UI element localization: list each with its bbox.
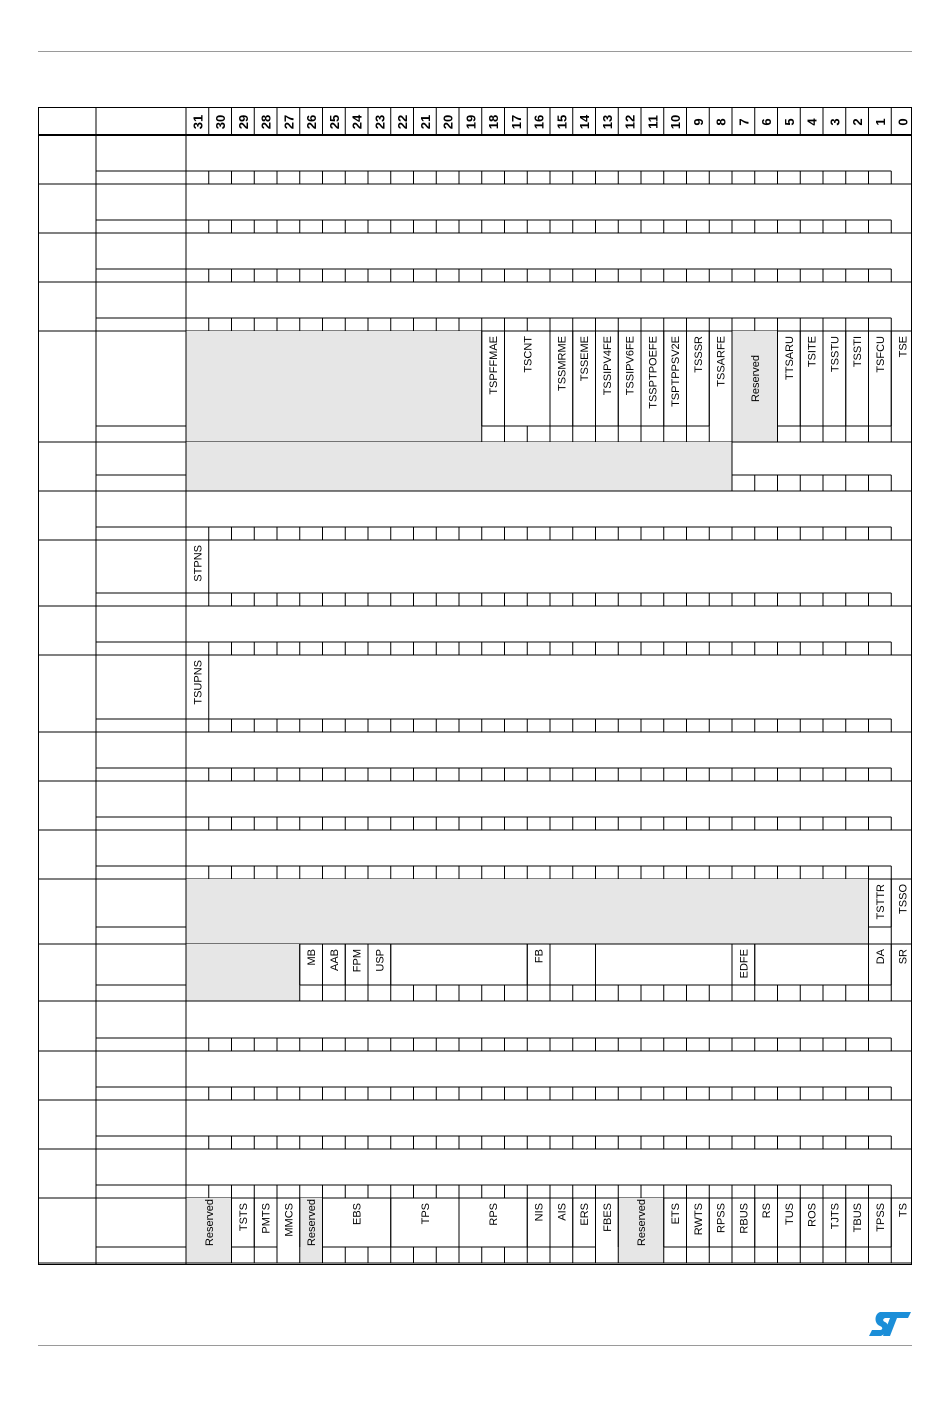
register-field-label: TJTS (829, 1203, 842, 1230)
register-field-label: Reserved (749, 354, 762, 403)
register-field-label: EBS (351, 1203, 364, 1226)
bit-number: 10 (668, 114, 684, 130)
bit-number: 0 (895, 118, 911, 126)
register-field-label: AIS (556, 1203, 569, 1221)
bit-number: 12 (622, 114, 638, 130)
register-field-label: FBES (601, 1203, 614, 1232)
bit-number: 26 (304, 114, 320, 130)
bit-number: 19 (463, 114, 479, 130)
bit-number: 18 (486, 114, 502, 130)
bit-number: 6 (759, 118, 775, 126)
bit-number: 21 (417, 114, 433, 130)
register-field-label: TPSS (874, 1203, 887, 1232)
register-field-label: Reserved (636, 1198, 648, 1247)
register-field-label: TSE (897, 336, 910, 358)
bit-number: 13 (599, 114, 615, 130)
st-logo-icon (866, 1309, 912, 1339)
reserved-block (186, 879, 869, 944)
register-map-table (38, 107, 912, 1265)
bit-number: 17 (508, 114, 524, 130)
register-field-label: Reserved (203, 1198, 216, 1247)
register-field-label: ETS (670, 1203, 683, 1225)
register-field-label: RBUS (738, 1203, 751, 1234)
bit-number: 22 (395, 114, 411, 130)
bit-number: 3 (827, 118, 843, 126)
register-field-label: TSTS (237, 1203, 250, 1232)
reserved-block (186, 331, 482, 442)
register-field-label: TSSPTPOEFE (647, 336, 660, 409)
register-field-label: TSSTU (829, 336, 842, 373)
register-field-label: TSSTI (852, 336, 865, 368)
register-field-label: TSSIPV6FE (624, 336, 637, 396)
bit-number: 28 (258, 114, 274, 130)
register-field-label: TSSEME (579, 336, 592, 382)
register-field-label: FPM (351, 949, 364, 973)
bit-number: 20 (440, 114, 456, 130)
bit-number: 8 (713, 118, 729, 126)
register-field-label: TS (897, 1203, 910, 1218)
register-field-label: MMCS (283, 1203, 296, 1237)
register-field-label: RPS (488, 1203, 501, 1226)
bit-number: 2 (850, 118, 866, 126)
register-field-label: PMTS (260, 1203, 273, 1234)
bit-number: 27 (281, 114, 297, 130)
register-field-label: TSFCU (874, 336, 887, 373)
register-field-label: TSITE (806, 336, 819, 368)
register-field-label: RWTS (692, 1203, 705, 1236)
register-field-label: TPS (419, 1203, 432, 1225)
register-field-label: TSSMRME (556, 336, 569, 391)
register-field-label: TSSIPV4FE (601, 336, 614, 396)
bit-number: 4 (804, 118, 820, 126)
register-field-label: TSPFFMAE (488, 336, 501, 395)
register-field-label: TSTTR (874, 884, 887, 920)
bit-number: 1 (872, 118, 888, 126)
top-rule (38, 51, 912, 52)
register-field-label: TSSSR (692, 336, 705, 373)
bit-number: 25 (326, 114, 342, 130)
register-field-label: NIS (533, 1203, 546, 1222)
reserved-block (186, 944, 300, 1001)
bit-number: 9 (690, 118, 706, 126)
register-field-label: TSPTPPSV2E (670, 336, 683, 407)
bit-number: 30 (213, 114, 229, 130)
register-field-label: ROS (806, 1203, 819, 1227)
bit-number: 15 (554, 114, 570, 130)
register-field-label: RS (761, 1203, 774, 1219)
register-field-label: ERS (579, 1203, 592, 1226)
register-field-label: TSCNT (522, 336, 535, 373)
register-field-label: Reserved (306, 1198, 319, 1247)
reserved-block (186, 442, 732, 491)
register-field-label: TUS (783, 1203, 796, 1225)
bit-number: 23 (372, 114, 388, 130)
bit-number: 11 (645, 115, 661, 129)
register-field-label: STPNS (192, 545, 205, 582)
register-field-label: MB (306, 949, 319, 966)
bit-number: 24 (349, 114, 365, 130)
register-map-svg (38, 107, 912, 1265)
register-field-label: TBUS (852, 1203, 865, 1233)
register-field-label: DA (874, 949, 887, 965)
bit-number: 5 (781, 118, 797, 126)
bit-number: 14 (577, 114, 593, 130)
register-field-label: TSSARFE (715, 336, 728, 387)
register-field-label: SR (897, 949, 910, 965)
bit-number: 16 (531, 114, 547, 130)
register-field-label: TSUPNS (192, 660, 205, 705)
register-field-label: TSSO (897, 884, 910, 914)
register-field-label: AAB (328, 949, 341, 972)
register-field-label: TTSARU (783, 336, 796, 380)
bit-number: 31 (190, 114, 206, 130)
register-field-label: RPSS (715, 1203, 728, 1233)
register-field-label: FB (533, 949, 546, 964)
bottom-rule (38, 1345, 912, 1346)
register-field-label: USP (374, 949, 387, 972)
register-field-label: EDFE (738, 949, 751, 979)
bit-number: 7 (736, 118, 752, 126)
bit-number: 29 (235, 114, 251, 130)
